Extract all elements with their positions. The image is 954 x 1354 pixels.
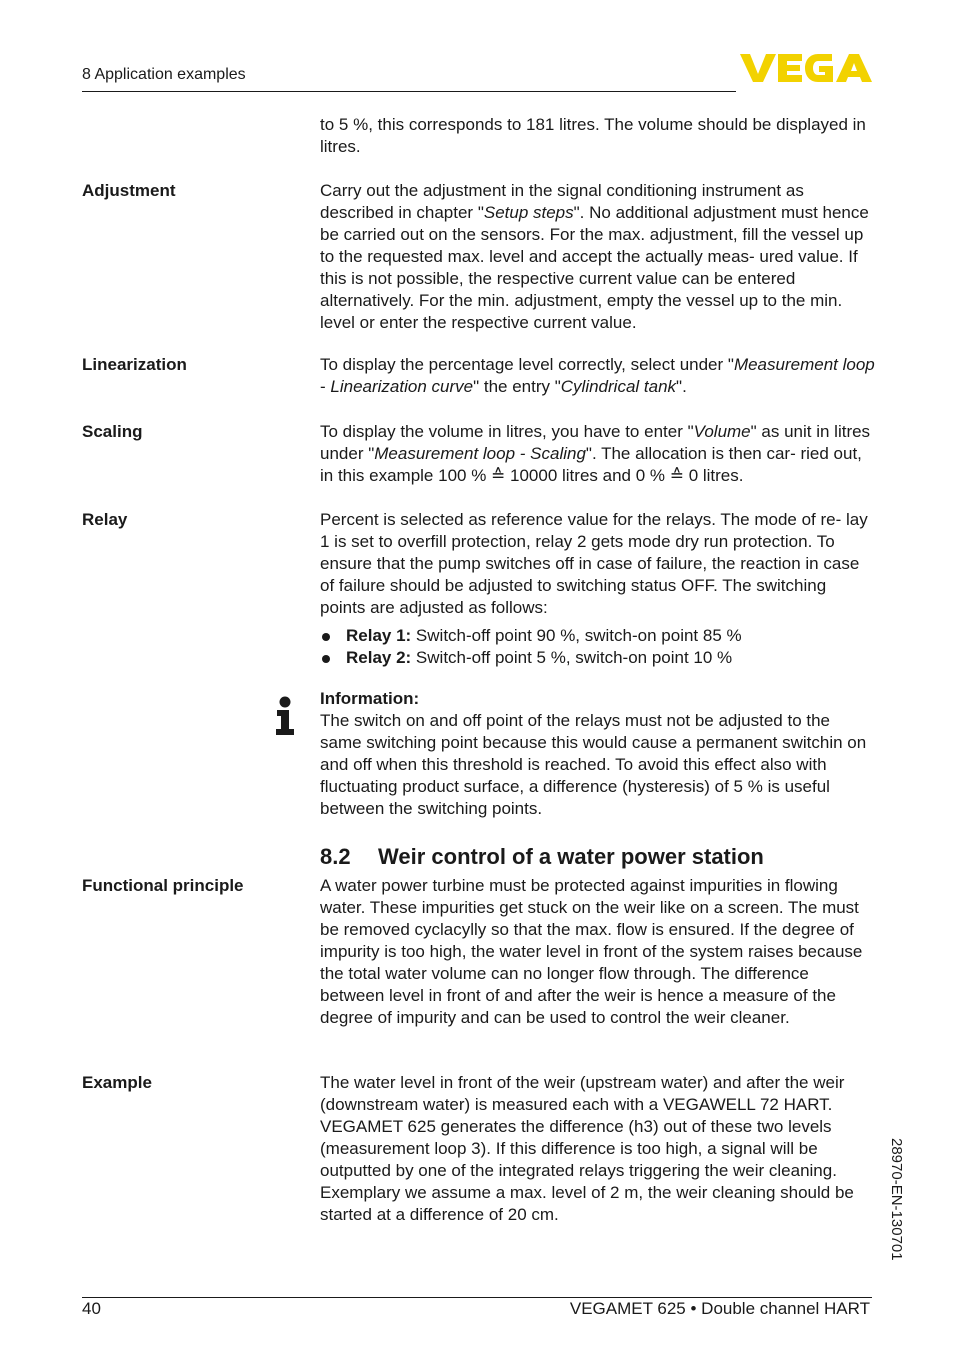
- example-paragraph: The water level in front of the weir (upstream water) and after the weir (downstream water) is measured each with a VEGAWELL 72 HART. VEGAMET 625 generates the difference (h3) out of these two levels (measurement loop 3). If this difference is too high, a signal will be outputted by one of the integrated relays triggering the weir cleaning. Exemplary we assume a max. level of 2 m, the weir cleaning should be started at a difference of 20 cm.: [320, 1073, 854, 1224]
- bullet-dot-icon: [322, 633, 330, 641]
- linearization-text-a: To display the percentage level correctly, select under ": [320, 355, 734, 374]
- bullet-dot-icon: [322, 655, 330, 663]
- relay-paragraph: Percent is selected as reference value for the relays. The mode of re- lay 1 is set to overfill protection, relay 2 gets mode dry run protection. To ensure that the pump switches off in case of failure, the reaction in case of failure should be adjusted to switching status OFF. The switching points are adjusted as follows:: [320, 510, 868, 617]
- linearization-text-b: -: [320, 377, 331, 396]
- running-header: 8 Application examples: [82, 66, 246, 83]
- adjustment-text-b: ". No additional adjustment must hence be carried out on the sensors. For the max. adjustment, fill the vessel up to the requested max. level and accept the actually meas- ured value. If this is not possible, the respective current value can be entered alternatively. For the min. adjustment, empty the vessel up to the min. level or enter the respective current value.: [320, 203, 869, 332]
- scaling-paragraph: [320, 421, 876, 487]
- functional-principle-label: Functional principle: [82, 876, 244, 895]
- scaling-label: Scaling: [82, 422, 143, 441]
- linearization-text-c: " the entry ": [473, 377, 561, 396]
- information-icon: [274, 696, 296, 736]
- scaling-text-a: To display the volume in litres, you have to enter ": [320, 422, 694, 441]
- linearization-menu-curve: Linearization curve: [330, 377, 474, 396]
- linearization-paragraph: [320, 354, 876, 398]
- linearization-label: Linearization: [82, 355, 187, 374]
- relay-2-text: Switch-off point 5 %, switch-on point 10 %: [411, 648, 733, 667]
- list-item: [320, 647, 876, 669]
- information-paragraph: The switch on and off point of the relays must not be adjusted to the same switching point because this would cause a permanent switchin on and off when this threshold is reached. To avoid this effect also with fluctuating product surface, a difference (hysteresis) of 5 % is useful between the switching points.: [320, 711, 867, 818]
- information-title: Information:: [320, 689, 420, 708]
- linearization-text-d: ".: [676, 377, 687, 396]
- adjustment-text-a: Carry out the adjustment in the signal conditioning instrument as described in chapter ": [320, 181, 804, 222]
- footer-title: VEGAMET 625 • Double channel HART: [569, 1299, 870, 1318]
- adjustment-label: Adjustment: [82, 181, 176, 200]
- header-divider: [82, 91, 736, 92]
- relay-1-label: Relay 1:: [346, 626, 412, 645]
- scaling-text-b: " as unit in litres under ": [320, 422, 871, 463]
- list-item: [320, 625, 876, 647]
- linearization-menu-measurement-loop: Measurement loop: [733, 355, 875, 374]
- adjustment-paragraph: [320, 180, 876, 334]
- relay-1-text: Switch-off point 90 %, switch-on point 85 %: [411, 626, 742, 645]
- scaling-text-c: ". The allocation is then car- ried out, in this example 100 % ≙ 10000 litres and 0 % ≙ 0 litres.: [320, 444, 862, 485]
- vega-logo: [740, 52, 872, 84]
- relay-2-label: Relay 2:: [346, 648, 412, 667]
- section-number: 8.2: [320, 844, 351, 869]
- linearization-entry-cylindrical-tank: Cylindrical tank: [560, 377, 677, 396]
- page-number: 40: [82, 1299, 101, 1318]
- document-code: 28970-EN-130701: [888, 1138, 905, 1261]
- scaling-unit-volume: Volume: [693, 422, 751, 441]
- relay-bullet-list: [320, 625, 876, 669]
- footer-divider: [82, 1297, 872, 1298]
- relay-label: Relay: [82, 510, 128, 529]
- adjustment-ref-setup-steps: Setup steps: [483, 203, 574, 222]
- intro-paragraph: to 5 %, this corresponds to 181 litres. The volume should be displayed in litres.: [320, 115, 866, 156]
- scaling-menu-path: Measurement loop - Scaling: [374, 444, 586, 463]
- section-heading: [320, 843, 764, 871]
- example-label: Example: [82, 1073, 152, 1092]
- section-title: Weir control of a water power station: [378, 844, 764, 869]
- functional-principle-paragraph: A water power turbine must be protected against impurities in flowing water. These impurities get stuck on the weir like on a screen. The must be removed cyclacylly so that the max. flow is ensured. If the degree of impurity is too high, the water level in front of the system raises because the total water volume can no longer flow through. The difference between level in front of and after the weir is hence a measure of the degree of impurity and can be used to control the weir cleaner.: [320, 876, 863, 1027]
